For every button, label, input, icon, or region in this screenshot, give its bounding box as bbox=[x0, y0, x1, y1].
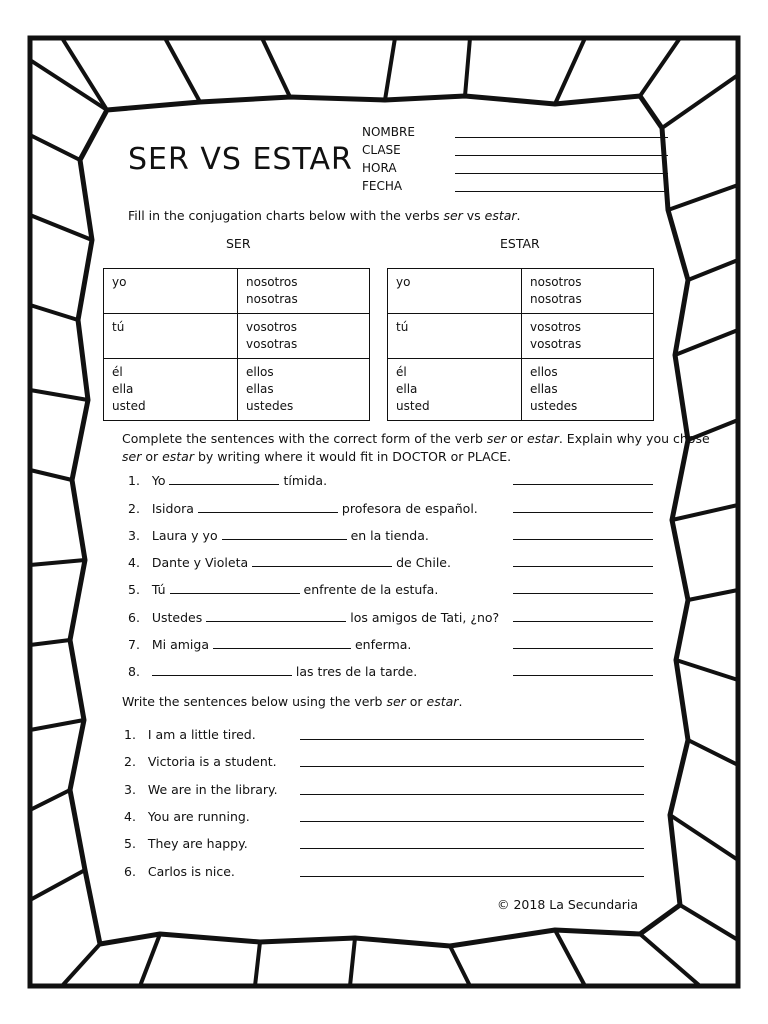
estar-cell-ellos[interactable]: ellos ellas ustedes bbox=[522, 359, 654, 421]
ser-cell-el[interactable]: él ella usted bbox=[104, 359, 238, 421]
complete-item: 3. Laura y yo en la tienda. bbox=[128, 528, 429, 543]
estar-cell-vosotros[interactable]: vosotros vosotras bbox=[522, 314, 654, 359]
explanation-blank[interactable] bbox=[513, 529, 653, 540]
ser-conjugation-table bbox=[103, 268, 370, 421]
table-row bbox=[104, 314, 370, 359]
answer-blank[interactable] bbox=[213, 638, 351, 649]
estar-chart-label: ESTAR bbox=[500, 236, 540, 251]
explanation-blank[interactable] bbox=[513, 556, 653, 567]
field-line-fecha[interactable] bbox=[455, 180, 668, 192]
instruction-write: Write the sentences below using the verb ser or estar. bbox=[122, 694, 463, 709]
write-item: 2. Victoria is a student. bbox=[124, 754, 277, 769]
table-row bbox=[388, 269, 654, 314]
field-line-nombre[interactable] bbox=[455, 126, 668, 138]
write-answer-line[interactable] bbox=[300, 729, 644, 740]
complete-item: 6. Ustedes los amigos de Tati, ¿no? bbox=[128, 610, 500, 625]
estar-cell-el[interactable]: él ella usted bbox=[388, 359, 522, 421]
write-answer-line[interactable] bbox=[300, 756, 644, 767]
answer-blank[interactable] bbox=[222, 529, 347, 540]
write-item: 5. They are happy. bbox=[124, 836, 248, 851]
answer-blank[interactable] bbox=[170, 583, 300, 594]
ser-cell-ellos[interactable]: ellos ellas ustedes bbox=[238, 359, 370, 421]
explanation-blank[interactable] bbox=[513, 638, 653, 649]
copyright-notice: © 2018 La Secundaria bbox=[497, 897, 639, 912]
complete-item: 1. Yo tímida. bbox=[128, 473, 328, 488]
page-title: SER VS ESTAR bbox=[128, 142, 353, 177]
write-item: 1. I am a little tired. bbox=[124, 727, 256, 742]
field-label-clase: CLASE bbox=[362, 143, 401, 157]
answer-blank[interactable] bbox=[152, 665, 292, 676]
complete-item: 8. las tres de la tarde. bbox=[128, 664, 418, 679]
estar-cell-tu[interactable]: tú bbox=[388, 314, 522, 359]
ser-chart-label: SER bbox=[226, 236, 251, 251]
write-answer-line[interactable] bbox=[300, 811, 644, 822]
complete-item: 2. Isidora profesora de español. bbox=[128, 501, 478, 516]
ser-cell-yo[interactable]: yo bbox=[104, 269, 238, 314]
explanation-blank[interactable] bbox=[513, 611, 653, 622]
field-line-hora[interactable] bbox=[455, 162, 668, 174]
estar-cell-nosotros[interactable]: nosotros nosotras bbox=[522, 269, 654, 314]
table-row bbox=[388, 359, 654, 421]
field-line-clase[interactable] bbox=[455, 144, 668, 156]
table-row bbox=[104, 359, 370, 421]
write-item: 4. You are running. bbox=[124, 809, 250, 824]
ser-cell-nosotros[interactable]: nosotros nosotras bbox=[238, 269, 370, 314]
ser-cell-tu[interactable]: tú bbox=[104, 314, 238, 359]
ser-cell-vosotros[interactable]: vosotros vosotras bbox=[238, 314, 370, 359]
explanation-blank[interactable] bbox=[513, 665, 653, 676]
field-label-fecha: FECHA bbox=[362, 179, 403, 193]
instruction-complete: Complete the sentences with the correct form of the verb ser or estar. Explain why you chose ser or estar by writing where it would fit in DOCTOR or PLACE. bbox=[122, 431, 710, 464]
answer-blank[interactable] bbox=[252, 556, 392, 567]
estar-cell-yo[interactable]: yo bbox=[388, 269, 522, 314]
answer-blank[interactable] bbox=[206, 611, 346, 622]
field-label-nombre: NOMBRE bbox=[362, 125, 415, 139]
table-row bbox=[388, 314, 654, 359]
explanation-blank[interactable] bbox=[513, 502, 653, 513]
complete-item: 4. Dante y Violeta de Chile. bbox=[128, 555, 451, 570]
write-item: 3. We are in the library. bbox=[124, 782, 278, 797]
answer-blank[interactable] bbox=[169, 474, 279, 485]
complete-item: 5. Tú enfrente de la estufa. bbox=[128, 582, 439, 597]
complete-item: 7. Mi amiga enferma. bbox=[128, 637, 412, 652]
write-answer-line[interactable] bbox=[300, 866, 644, 877]
instruction-conjugation: Fill in the conjugation charts below with the verbs ser vs estar. bbox=[128, 208, 521, 223]
write-answer-line[interactable] bbox=[300, 838, 644, 849]
write-answer-line[interactable] bbox=[300, 784, 644, 795]
field-label-hora: HORA bbox=[362, 161, 397, 175]
table-row bbox=[104, 269, 370, 314]
estar-conjugation-table bbox=[387, 268, 654, 421]
write-item: 6. Carlos is nice. bbox=[124, 864, 235, 879]
explanation-blank[interactable] bbox=[513, 583, 653, 594]
answer-blank[interactable] bbox=[198, 502, 338, 513]
explanation-blank[interactable] bbox=[513, 474, 653, 485]
